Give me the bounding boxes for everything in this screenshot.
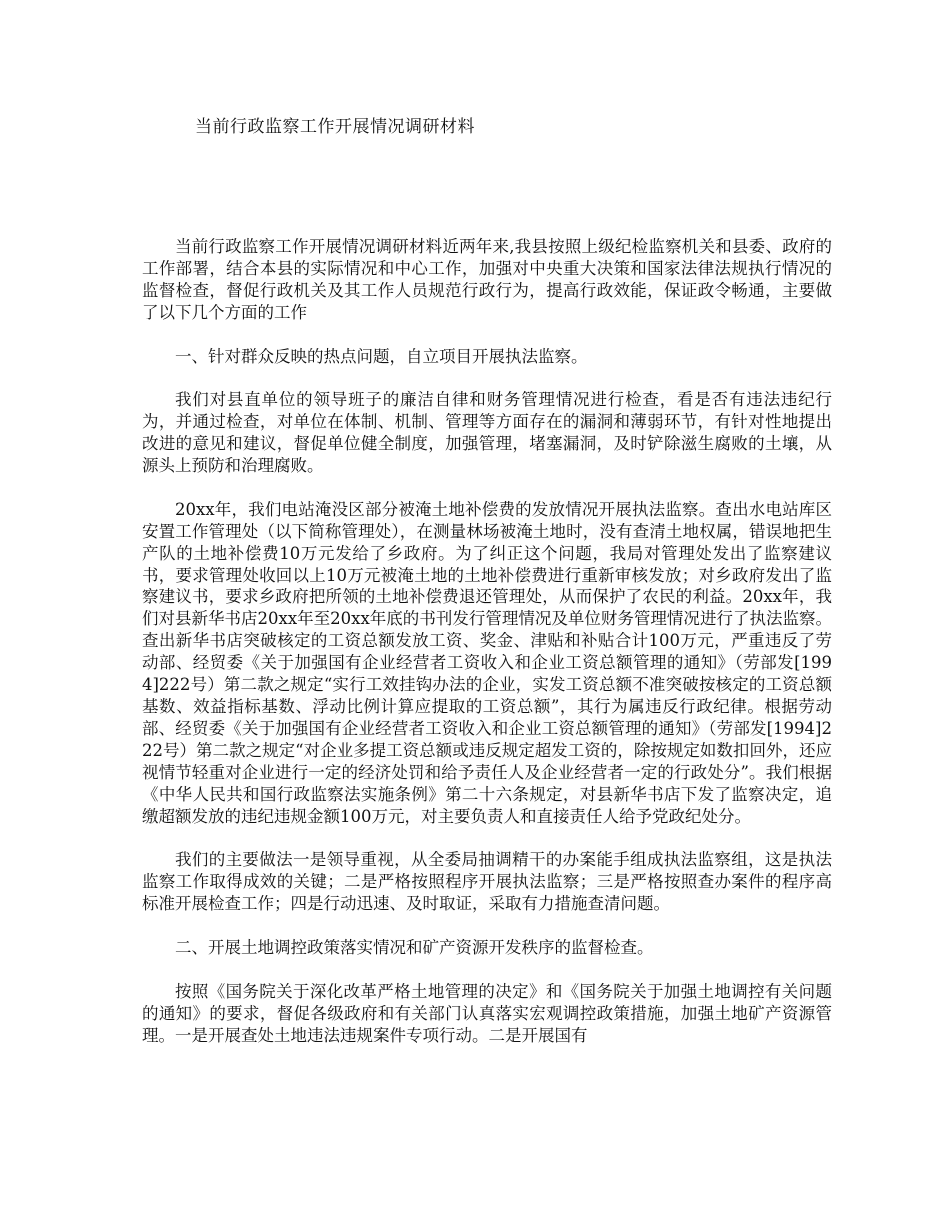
paragraph-land-control: 按照《国务院关于深化改革严格土地管理的决定》和《国务院关于加强土地调控有关问题的通知》的要求，督促各级政府和有关部门认真落实宏观调控政策措施，加强土地矿产资源管理。一是开展查处土地违法违规案件专项行动。二是开展国有 bbox=[142, 981, 832, 1045]
document-body bbox=[142, 236, 832, 1068]
document-title: 当前行政监察工作开展情况调研材料 bbox=[195, 117, 475, 137]
paragraph-self-discipline: 我们对县直单位的领导班子的廉洁自律和财务管理情况进行检查，看是否有违法违纪行为，并通过检查，对单位在体制、机制、管理等方面存在的漏洞和薄弱环节，有针对性地提出改进的意见和建议，督促单位健全制度，加强管理，堵塞漏洞，及时铲除滋生腐败的土壤，从源头上预防和治理腐败。 bbox=[142, 390, 832, 476]
section-heading-2: 二、开展土地调控政策落实情况和矿产资源开发秩序的监督检查。 bbox=[175, 937, 654, 957]
paragraph-main-practices: 我们的主要做法一是领导重视，从全委局抽调精干的办案能手组成执法监察组，这是执法监察工作取得成效的关键；二是严格按照程序开展执法监察；三是严格按照查办案件的程序高标准开展检查工作；四是行动迅速、及时取证，采取有力措施查清问题。 bbox=[142, 850, 832, 914]
paragraph-intro: 当前行政监察工作开展情况调研材料近两年来,我县按照上级纪检监察机关和县委、政府的工作部署，结合本县的实际情况和中心工作，加强对中央重大决策和国家法律法规执行情况的监督检查，督促行政机关及其工作人员规范行政行为，提高行政效能，保证政令畅通，主要做了以下几个方面的工作 bbox=[142, 237, 832, 322]
paragraph-enforcement-cases: 20xx年，我们电站淹没区部分被淹土地补偿费的发放情况开展执法监察。查出水电站库区安置工作管理处（以下简称管理处），在测量林场被淹土地时，没有查清土地权属，错误地把生产队的土地补偿费10万元发给了乡政府。为了纠正这个问题，我局对管理处发出了监察建议书，要求管理处收回以上10万元被淹土地的土地补偿费进行重新审核发放；对乡政府发出了监察建议书，要求乡政府把所领的土地补偿费退还管理处，从而保护了农民的利益。20xx年，我们对县新华书店20xx年至20xx年底的书刊发行管理情况及单位财务管理情况进行了执法监察。查出新华书店突破核定的工资总额发放工资、奖金、津贴和补贴合计100万元，严重违反了劳动部、经贸委《关于加强国有企业经营者工资收入和企业工资总额管理的通知》（劳部发[1994]222号）第二款之规定“实行工效挂钩办法的企业，实发工资总额不准突破按核定的工资总额基数、效益指标基数、浮动比例计算应提取的工资总额”，其行为属违反行政纪律。根据劳动部、经贸委《关于加强国有企业经营者工资收入和企业工资总额管理的通知》（劳部发[1994]222号）第二款之规定“对企业多提工资总额或违反规定超发工资的，除按规定如数扣回外，还应视情节轻重对企业进行一定的经济处罚和给予责任人及企业经营者一定的行政处分”。我们根据《中华人民共和国行政监察法实施条例》第二十六条规定，对县新华书店下发了监察决定，追缴超额发放的违纪违规金额100万元，对主要负责人和直接责任人给予党政纪处分。 bbox=[142, 499, 832, 826]
section-heading-1: 一、针对群众反映的热点问题，自立项目开展执法监察。 bbox=[175, 346, 588, 366]
